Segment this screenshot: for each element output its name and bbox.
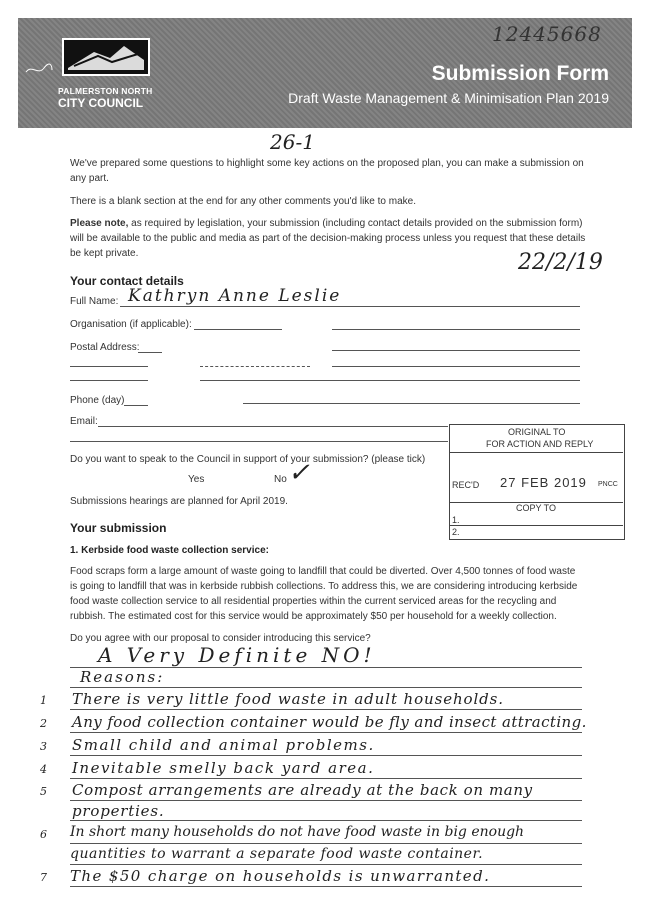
full-name-value[interactable]: Kathryn Anne Leslie [128,286,342,306]
question-1-body: Food scraps form a large amount of waste going to landfill that could be diverted. Over 4,500 tonnes of food waste is going to landfill that was in kerbside rubbish collections. To address this, we are considering introducing kerbside food waste collection service to all residential properties within the current serviced areas for the recycling and rubbish. The estimated cost for this service would be approximately $50 per household for a weekly collection. [70,566,578,622]
stamp-for-action: FOR ACTION AND REPLY [486,439,594,449]
reason-6-continued: quantities to warrant a separate food waste container. [70,846,484,862]
answer-text[interactable]: A Very Definite NO! [98,643,376,667]
postal-line-1a [138,352,162,353]
handwritten-date: 22/2/19 [518,250,603,275]
reason-4-text: Inevitable smelly back yard area. [72,759,375,777]
logo-text-line2: CITY COUNCIL [58,96,144,110]
reason-line-8 [70,864,582,865]
postal-line-2a [70,366,148,367]
reason-line-5 [70,800,582,801]
submission-ref: 26-1 [270,130,315,154]
reason-line-7 [70,843,582,844]
reason-line-6 [70,820,582,821]
contact-heading: Your contact details [70,274,184,288]
email-label: Email: [70,416,98,427]
reason-line-4 [70,778,582,779]
speak-no-tick: ✓ [288,458,310,488]
reason-1-text: There is very little food waste in adult households. [72,690,504,708]
stamp-divider-3 [450,525,623,526]
stamp-original-to: ORIGINAL TO [508,427,566,437]
reason-3-number: 3 [40,740,47,753]
email-line-2 [70,441,448,442]
reason-7-number: 7 [40,871,47,884]
council-logo [42,38,153,110]
stamp-pncc: PNCC [598,481,618,488]
postal-line-3b [200,380,580,381]
reason-5-text: Compost arrangements are already at the back on many [72,781,533,799]
speak-yes-option[interactable]: Yes [188,474,205,485]
reasons-label: Reasons: [80,668,165,686]
speak-question: Do you want to speak to the Council in support of your submission? (please tick) [70,454,426,465]
form-subtitle: Draft Waste Management & Minimisation Plan 2019 [288,90,609,106]
reason-line-9 [70,886,582,887]
postal-line-2b [200,366,310,367]
reason-2-number: 2 [40,717,47,730]
phone-line-b [243,403,580,404]
stamp-row-2: 2. [452,527,460,537]
reason-6-number: 6 [40,828,47,841]
phone-line-a [124,405,148,406]
organisation-line [194,329,282,330]
reason-line-3 [70,755,582,756]
phone-label: Phone (day) [70,395,125,406]
question-1-prompt: Do you agree with our proposal to consider introducing this service? [70,633,371,644]
email-line [98,426,448,427]
stamp-recd-label: REC'D [452,480,480,490]
intro-paragraph-3 [70,216,590,261]
reason-4-number: 4 [40,763,47,776]
organisation-line-2 [332,329,580,330]
submission-heading: Your submission [70,521,167,535]
full-name-label: Full Name: [70,296,119,307]
reason-5-continued: properties. [72,802,165,820]
reason-3-text: Small child and animal problems. [72,736,375,754]
reason-2-text: Any food collection container would be fly and insect attracting. [72,713,587,731]
stamp-recd-date: 27 FEB 2019 [500,475,587,490]
please-note-text: as required by legislation, your submission (including contact details provided on the submission form) will be available to the public and media as part of the decision-making process unless you request that these details be kept private. [70,218,586,259]
stamp-copy-to: COPY TO [516,503,557,513]
logo-text-line1: PALMERSTON NORTH [58,86,153,96]
stamp-row-1: 1. [452,515,460,525]
document-number: 12445668 [492,22,602,46]
postal-line-3a [70,380,148,381]
form-title: Submission Form [431,62,609,85]
reason-6-text: In short many households do not have food waste in big enough [70,824,525,840]
logo-mark-icon [62,38,150,76]
hearings-note: Submissions hearings are planned for April 2019. [70,496,288,507]
question-1-heading: 1. Kerbside food waste collection service: [70,545,269,556]
intro-paragraph-2: There is a blank section at the end for any other comments you'd like to make. [70,196,416,207]
speak-no-option[interactable]: No [274,474,287,485]
please-note-label: Please note, [70,218,129,229]
stamp-divider-1 [450,452,623,453]
logo-scribble [24,62,54,81]
postal-line-2c [332,366,580,367]
answer-line-2 [70,687,582,688]
organisation-label: Organisation (if applicable): [70,319,192,330]
received-stamp [449,424,625,540]
full-name-line [120,306,580,307]
reason-5-number: 5 [40,785,47,798]
postal-address-label: Postal Address: [70,342,140,353]
reason-line-2 [70,732,582,733]
intro-paragraph-1: We've prepared some questions to highlight some key actions on the proposed plan, you can make a submission on any part. [70,158,584,184]
reason-1-number: 1 [40,694,47,707]
reason-7-text: The $50 charge on households is unwarranted. [70,867,491,885]
reason-line-1 [70,709,582,710]
postal-line-1b [332,350,580,351]
